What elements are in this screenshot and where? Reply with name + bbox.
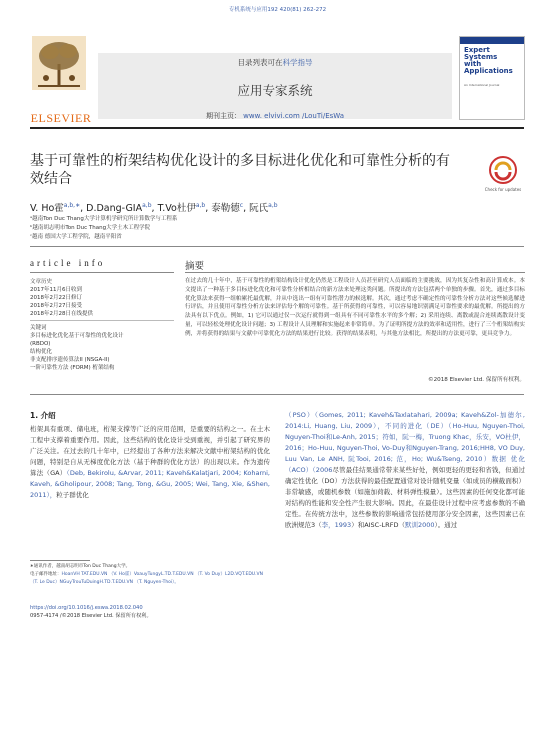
history-item: 2018年2月28日在线提供	[30, 311, 93, 317]
abstract-body: 在过去的几十年中，基于可靠性的桁架结构设计优化仍然是工程设计人员甚至研究人员面临的主要挑战，因为其复杂性和高计算成本。本文提出了一种基于多目标进化优化和可靠性分析相结合的新方法来处理这类问题。所提出的方法包括两个单独的步骤。首先，通过多目标优化算法来获得一组帕累托最优解，并从中选出一组有可靠性潜力的候选解。其次，通过考虑不确定性的可靠性分析方法对这些候选解进行评估，并且使用可靠性分析方法来评估每个解的可靠性。基于所获得的可靠性，可以容易地识别满足可靠性要求的最优解。所提出的方法具有以下优点。例如，1) 它可以通过仅一次运行就得到一组具有不同可靠性水平的多个解；2) 采用连续、离散或混合连续离散设计变量，可以轻松处理优化设计问题；3) 工程设计人员理解和实施起来非常简单。为了证明所提方法的效率和适用性，进行了三个桁架结构实例，并将获得的结果与文献中可靠优化方法的结果进行比较。获得的结果表明，与其他方法相比，所提出的方法更可靠，更具竞争力。	[185, 278, 525, 337]
elsevier-tree-logo-icon	[32, 36, 86, 90]
affiliation-a: ᵃ越南Ton Duc Thang大学计算机学研究所计算数学与工程系	[30, 216, 178, 222]
author-affil-marker: a,b,∗	[63, 201, 81, 209]
author-name[interactable]: V. Ho霍	[30, 203, 64, 214]
homepage-link[interactable]: www. elvivi.com /LouTi/EsWa	[240, 112, 345, 120]
keyword-item: 多目标进化优化基于可靠性的优化设计	[30, 333, 124, 339]
check-for-updates-icon[interactable]	[488, 155, 518, 185]
author-affil-marker: a,b	[195, 201, 206, 209]
cover-title: Expert Systems with Applications	[464, 46, 513, 75]
intro-paragraph-cont: ）和AISC-LRFD（	[351, 521, 405, 529]
affiliation-c: ᶜ越南 德国大学工程学院，越南平阳省	[30, 234, 122, 240]
author-list	[30, 200, 530, 214]
corresponding-author-note: ∗通讯作者，越南胡志明市Ton Duc Thang大学。	[30, 564, 131, 569]
intro-right-column	[285, 410, 525, 531]
journal-citation-link[interactable]: 专机系统与应用192 420(81) 262-272	[228, 7, 327, 13]
author-affil-marker: a,b	[268, 201, 278, 209]
cover-band	[460, 37, 524, 44]
article-info-heading: article info	[30, 258, 106, 268]
keywords-label: 关键词	[30, 325, 47, 331]
keyword-item: 结构优化	[30, 349, 53, 355]
history-item: 2018年2月27日接受	[30, 303, 82, 309]
citation-links[interactable]: （PSO）（Gomes, 2011; Kaveh&Taxlatahari, 2009a; Kaveh&Zol-加德尔, 2014:Li, Huang, Liu, 2009），不同的进化（DE）（Ho-Huu, Nguyen-Thoi, Nguyen-Thoi和Le-Anh, 2015；符如，阮一梅，Truong Khac，乐安，VO杜伊，2016；Ho-Huu, Nguyen-Thoi, Vo-Duy和Nguyen-Trang, 2016;HH8, VO Duy, Luu Van, Le ANH, 阮Tooi, 2016; 范，Ho; Wu&Tseng, 2010）数据 优化（ACO）（2006	[285, 411, 525, 474]
sciencedirect-link[interactable]: 科学指导	[282, 58, 313, 67]
publisher-logo-text: ELSEVIER	[30, 111, 92, 125]
affiliation-b: ᵇ越南胡志明市Ton Duc Thang大学土木工程学院	[30, 225, 151, 231]
intro-paragraph: 尽管最佳结果通常带来某些好处，例如更轻的更轻和省钱，但通过确定性优化（DO）方法获得的最佳配置通常对设计随机变量（如成员的横截面积）非常敏感，或随机参数（如施加荷载、材料弹性模量）。这些因素的任何变化都可能对结构的性能和安全性产生很大影响。因此，在最佳设计过程中应考虑参数的不确定性。在传统方法中，这些参数的影响通常包括使用部分安全因素，这些因素已在欧洲规范3（	[285, 466, 526, 529]
author-affil-marker: c	[239, 201, 244, 209]
article-info-rule	[30, 272, 174, 273]
history-item: 2018年2月22日修订	[30, 295, 82, 301]
footnote-block	[30, 563, 270, 587]
abstract-rule	[185, 272, 525, 273]
email-label: 电子邮件地址：	[30, 572, 62, 577]
keyword-item: 一阶可靠性方法 (FORM) 桁架结构	[30, 365, 115, 371]
contents-list-line	[98, 57, 452, 68]
author-name[interactable]: , T.Vo杜伊	[151, 203, 196, 214]
journal-cover-image	[459, 36, 525, 120]
article-title: 基于可靠性的桁架结构优化设计的多目标进化优化和可靠性分析的有效结合	[30, 153, 450, 187]
citation-link[interactable]: 李，1993	[321, 521, 352, 529]
intro-paragraph-cont: 粒子群优化	[56, 491, 89, 499]
journal-homepage-line	[98, 111, 452, 121]
cover-subtitle: An International Journal	[464, 83, 500, 87]
keyword-item: 非支配排序遗传算法II (NSGA-II)	[30, 357, 110, 363]
abstract-copyright: ©2018 Elsevier Ltd. 保留所有权利。	[427, 377, 525, 383]
check-for-updates-label[interactable]: Check for updates	[484, 187, 522, 192]
intro-paragraph: 桁架具有重项、储电班，桁架支撑等广泛的应用范围，是重要的结构之一。在土木工程中支撑着重要作用。因此，这些结构的优化设计受到重视，并引起了研究界的广泛关注。在过去的几十年中，已经提出了各种方法来解决文献中桁架结构的优化问题，特别是自从无梯度优化方法（基于种群的优化方法）的出现以来。作为遗传算法（GA）	[30, 425, 270, 477]
contents-prefix: 目录列表可在	[237, 58, 283, 67]
author-name[interactable]: , 泰勒德	[205, 203, 240, 214]
footnote-rule	[30, 560, 90, 561]
issn-copyright: 0957-4174 /©2018 Elsevier Ltd. 保留所有权利。	[30, 613, 152, 619]
author-name[interactable]: , D.Dang-GIA	[80, 203, 143, 214]
author-name[interactable]: , 阮氏	[243, 203, 269, 214]
citation-links[interactable]: （Deb, Bekirolu, &Arvar, 2011; Kaveh&Kalatjari, 2004; Koharni, Kaveh, &Gholipour, 2008; Tang, Tong, &Gu, 2005; Wei, Tang, Xie, &Shen, 2011），	[30, 469, 270, 499]
homepage-prefix: 期刊主页：	[205, 112, 241, 120]
history-label: 文章历史	[30, 279, 53, 285]
header-rule	[30, 127, 524, 129]
journal-title: 应用专家系统	[237, 83, 313, 98]
intro-paragraph-end: ）。通过	[434, 521, 458, 529]
section-heading: 1. 介绍	[30, 411, 56, 420]
affiliation-rule	[30, 246, 524, 247]
intro-left-column	[30, 424, 270, 501]
history-item: 2017年11月6日收到	[30, 287, 82, 293]
doi-link[interactable]: https://doi.org/10.1016/j.eswa.2018.02.040	[30, 605, 143, 611]
abstract-heading: 摘要	[185, 261, 205, 272]
author-affil-marker: a,b	[142, 201, 152, 209]
citation-link[interactable]: 默训2000	[404, 521, 435, 529]
email-links[interactable]: HoanVH TAT.EDU.VN （V. Ho霍）VoauyTungyL.TD.T.EDU.VN （T. Vo Duy）L2D.VQT.EDU.VN （T. Le Duc）NGuyTrouTuDuingH.TD.T.EDU.VN （T. Nguyen-Thoi）。	[30, 572, 263, 585]
info-divider	[30, 320, 174, 321]
abstract-bottom-rule	[30, 394, 524, 395]
keyword-item: (RBDO)	[30, 341, 51, 347]
